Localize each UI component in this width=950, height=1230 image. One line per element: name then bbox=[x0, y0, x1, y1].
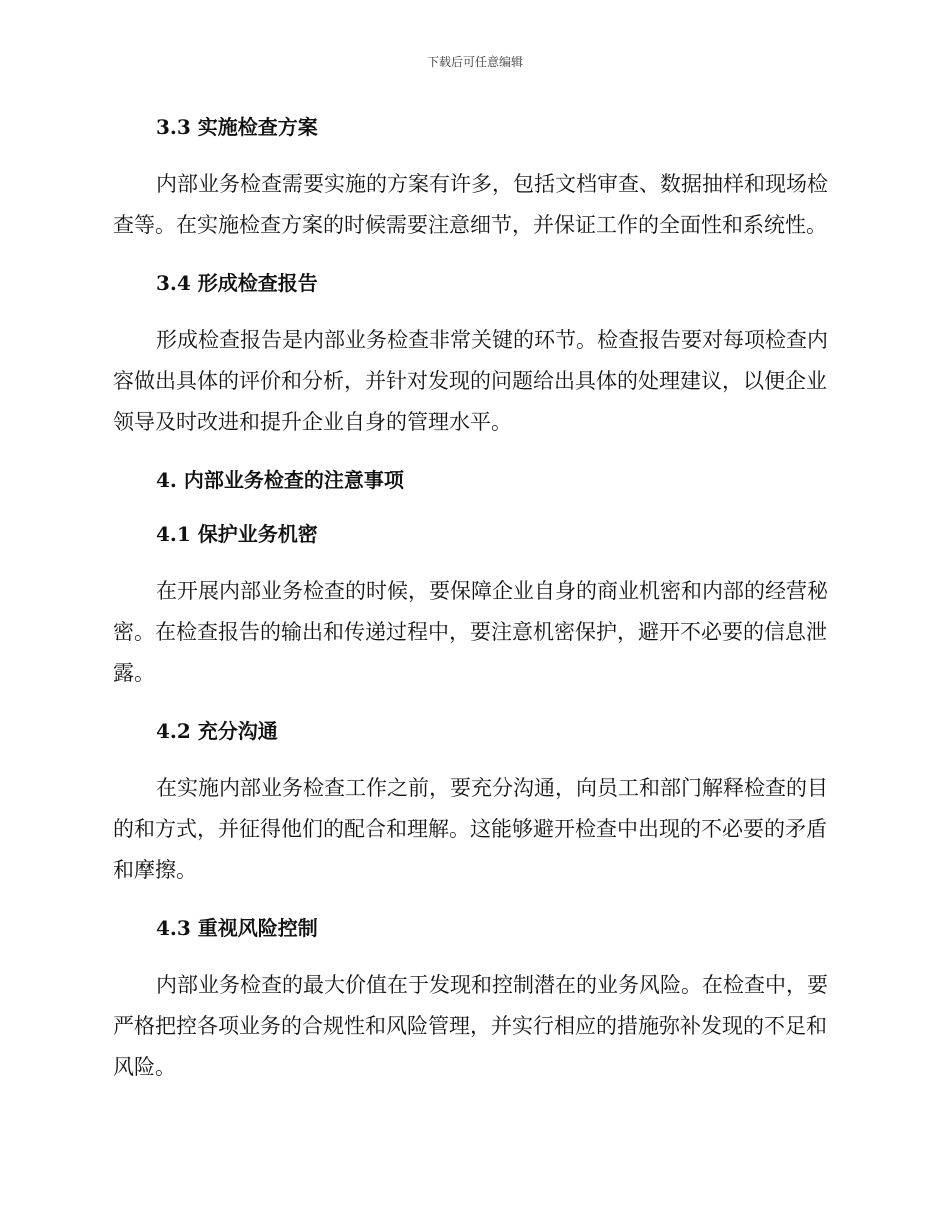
section-paragraph-3-4: 形成检查报告是内部业务检查非常关键的环节。检查报告要对每项检查内容做出具体的评价和分析，并针对发现的问题给出具体的处理建议，以便企业领导及时改进和提升企业自身的管理水平。 bbox=[113, 328, 828, 434]
section-heading-3-3: 3.3 实施检查方案 bbox=[156, 115, 318, 139]
document-body bbox=[113, 108, 833, 1106]
section-heading-4: 4. 内部业务检查的注意事项 bbox=[156, 468, 404, 492]
section-paragraph-4-2: 在实施内部业务检查工作之前，要充分沟通，向员工和部门解释检查的目的和方式，并征得他们的配合和理解。这能够避开检查中出现的不必要的矛盾和摩擦。 bbox=[113, 776, 828, 882]
section-heading-4-3: 4.3 重视风险控制 bbox=[156, 916, 318, 940]
section-paragraph-4-1: 在开展内部业务检查的时候，要保障企业自身的商业机密和内部的经营秘密。在检查报告的输出和传递过程中，要注意机密保护，避开不必要的信息泄露。 bbox=[113, 579, 828, 685]
section-paragraph-4-3: 内部业务检查的最大价值在于发现和控制潜在的业务风险。在检查中，要严格把控各项业务的合规性和风险管理，并实行相应的措施弥补发现的不足和风险。 bbox=[113, 973, 828, 1079]
section-heading-3-4: 3.4 形成检查报告 bbox=[156, 271, 318, 295]
section-paragraph-3-3: 内部业务检查需要实施的方案有许多，包括文档审查、数据抽样和现场检查等。在实施检查方案的时候需要注意细节，并保证工作的全面性和系统性。 bbox=[113, 172, 828, 237]
section-heading-4-2: 4.2 充分沟通 bbox=[156, 719, 278, 743]
page-header-note: 下载后可任意编辑 bbox=[426, 55, 523, 69]
section-heading-4-1: 4.1 保护业务机密 bbox=[156, 522, 318, 546]
